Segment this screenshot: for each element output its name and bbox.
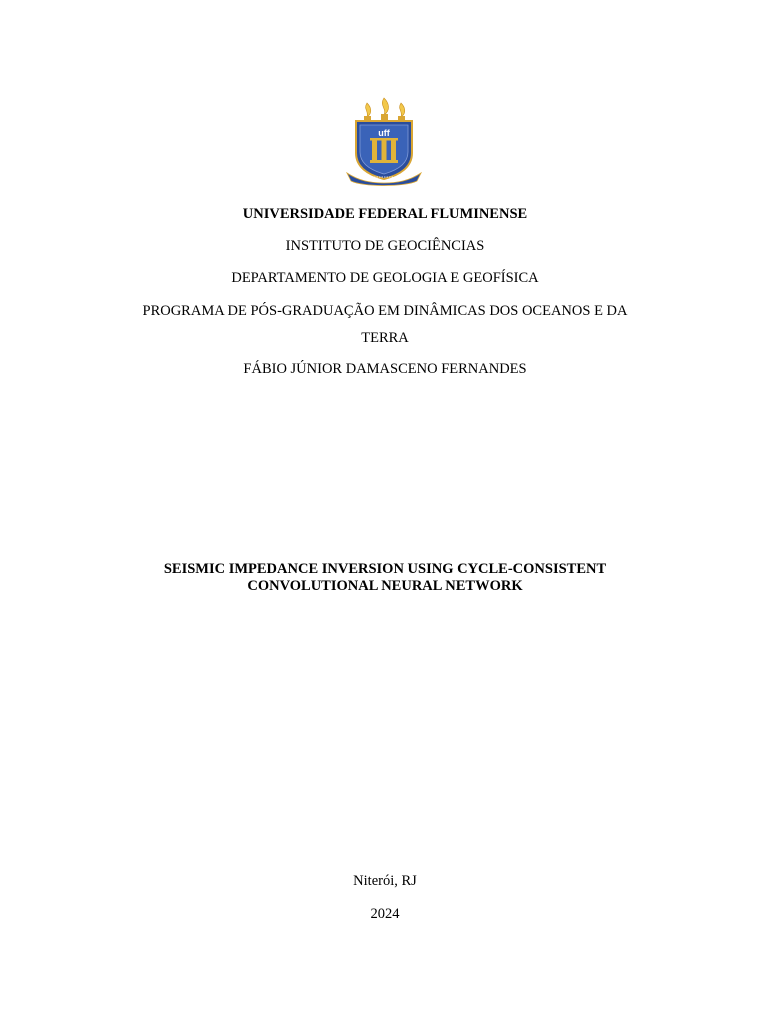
city: Niterói, RJ	[353, 873, 417, 889]
institute-name: INSTITUTO DE GEOCIÊNCIAS	[285, 238, 485, 254]
logo-wordmark: uff	[378, 128, 390, 138]
program-name	[110, 298, 660, 352]
columns-icon	[370, 138, 398, 163]
university-name: UNIVERSIDADE FEDERAL FLUMINENSE	[242, 206, 528, 222]
thesis-title-line2: CONVOLUTIONAL NEURAL NETWORK	[247, 578, 523, 594]
university-crest-logo	[345, 97, 423, 187]
author-name: FÁBIO JÚNIOR DAMASCENO FERNANDES	[243, 361, 527, 377]
thesis-title	[100, 561, 670, 595]
program-name-line2: TERRA	[361, 330, 409, 346]
program-name-line1: PROGRAMA DE PÓS-GRADUAÇÃO EM DINÂMICAS DOS OCEANOS E DA	[142, 303, 628, 319]
thesis-title-line1: SEISMIC IMPEDANCE INVERSION USING CYCLE-CONSISTENT	[163, 561, 607, 577]
torch-icons	[364, 98, 405, 122]
year: 2024	[370, 906, 400, 922]
department-name: DEPARTAMENTO DE GEOLOGIA E GEOFÍSICA	[231, 270, 539, 286]
